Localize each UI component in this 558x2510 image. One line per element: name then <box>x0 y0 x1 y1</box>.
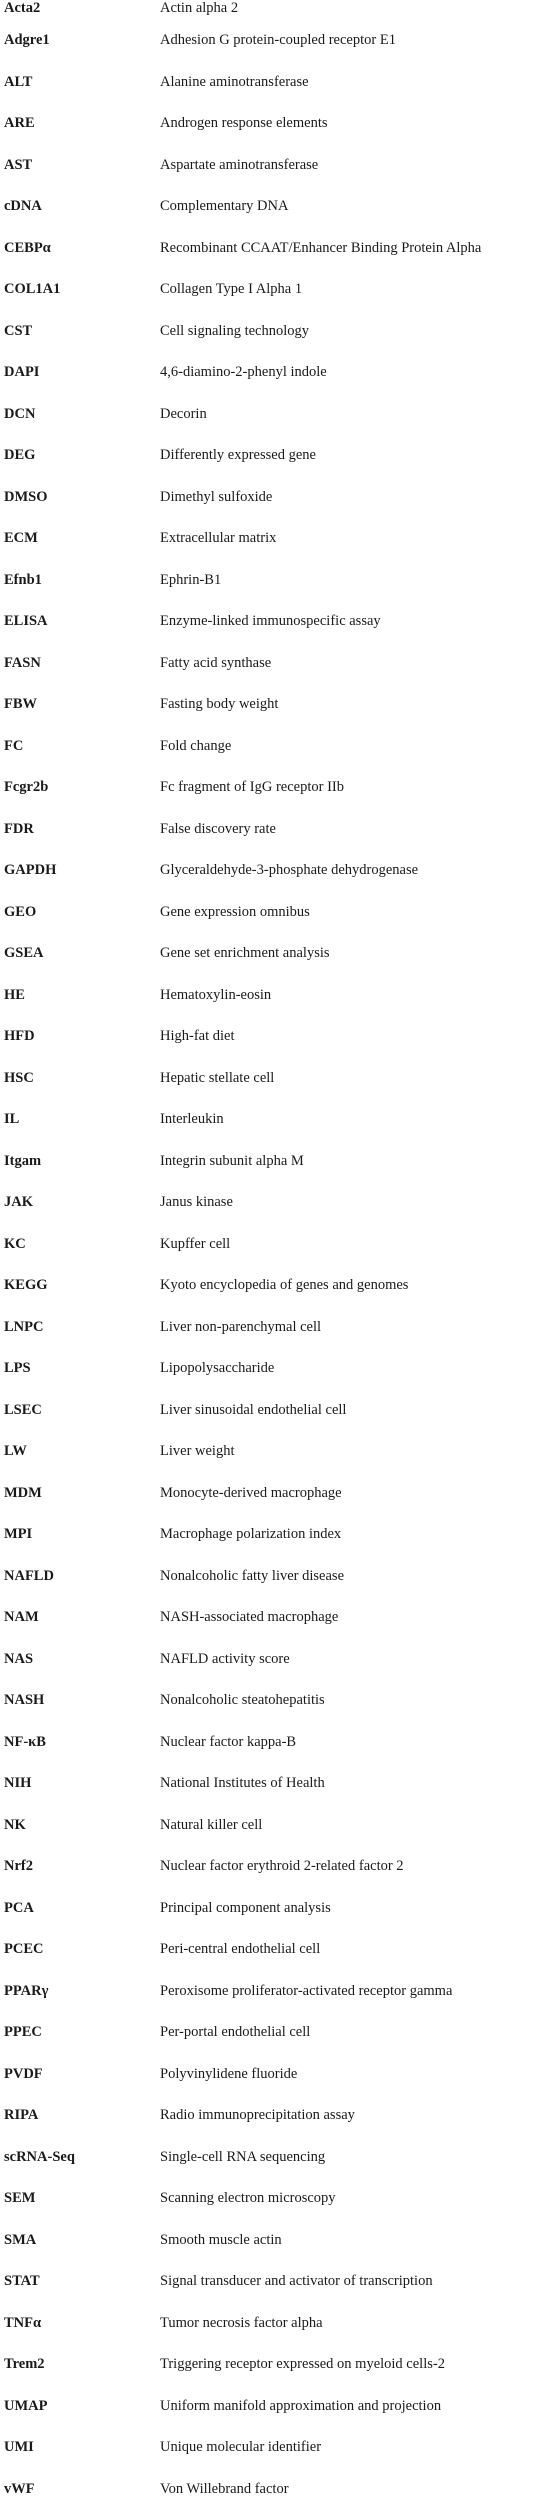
abbreviation-definition: Androgen response elements <box>160 115 558 132</box>
abbreviation-row <box>0 2261 558 2303</box>
abbreviation-row <box>0 1805 558 1847</box>
abbreviation-term: PCA <box>0 1900 160 1917</box>
abbreviation-definition: Tumor necrosis factor alpha <box>160 2315 558 2332</box>
abbreviation-row <box>0 103 558 145</box>
abbreviation-definition: Peroxisome proliferator-activated receptor gamma <box>160 1983 558 2000</box>
abbreviation-row <box>0 1888 558 1930</box>
abbreviation-definition: Uniform manifold approximation and projection <box>160 2398 558 2415</box>
abbreviation-row <box>0 269 558 311</box>
abbreviation-definition: Nuclear factor kappa-B <box>160 1734 558 1751</box>
abbreviation-row <box>0 311 558 353</box>
abbreviation-term: LW <box>0 1443 160 1460</box>
abbreviation-term: MPI <box>0 1526 160 1543</box>
abbreviation-term: KC <box>0 1236 160 1253</box>
abbreviation-definition: Ephrin-B1 <box>160 572 558 589</box>
abbreviation-row <box>0 518 558 560</box>
abbreviation-row <box>0 62 558 104</box>
abbreviation-row <box>0 1390 558 1432</box>
abbreviation-definition: Alanine aminotransferase <box>160 74 558 91</box>
abbreviation-term: NAS <box>0 1651 160 1668</box>
abbreviation-definition: Janus kinase <box>160 1194 558 1211</box>
abbreviation-row <box>0 809 558 851</box>
abbreviation-row <box>0 684 558 726</box>
abbreviation-term: NASH <box>0 1692 160 1709</box>
abbreviation-definition: Interleukin <box>160 1111 558 1128</box>
abbreviation-row <box>0 1971 558 2013</box>
abbreviation-term: FBW <box>0 696 160 713</box>
abbreviation-row <box>0 1846 558 1888</box>
abbreviation-definition: Peri-central endothelial cell <box>160 1941 558 1958</box>
abbreviation-term: CST <box>0 323 160 340</box>
abbreviation-definition: Adhesion G protein-coupled receptor E1 <box>160 32 558 49</box>
abbreviation-term: STAT <box>0 2273 160 2290</box>
abbreviation-term: FDR <box>0 821 160 838</box>
abbreviation-definition: Nonalcoholic fatty liver disease <box>160 1568 558 1585</box>
abbreviation-row <box>0 1597 558 1639</box>
abbreviation-row <box>0 1182 558 1224</box>
abbreviation-term: PVDF <box>0 2066 160 2083</box>
abbreviation-definition: National Institutes of Health <box>160 1775 558 1792</box>
abbreviation-row <box>0 1224 558 1266</box>
abbreviation-definition: Kyoto encyclopedia of genes and genomes <box>160 1277 558 1294</box>
abbreviation-definition: Principal component analysis <box>160 1900 558 1917</box>
abbreviation-definition: NAFLD activity score <box>160 1651 558 1668</box>
abbreviation-definition: Integrin subunit alpha M <box>160 1153 558 1170</box>
abbreviation-term: PPARγ <box>0 1983 160 2000</box>
abbreviation-term: PCEC <box>0 1941 160 1958</box>
abbreviation-row <box>0 1514 558 1556</box>
abbreviation-definition: Liver weight <box>160 1443 558 1460</box>
abbreviation-row <box>0 1265 558 1307</box>
abbreviation-row <box>0 2303 558 2345</box>
abbreviation-term: GEO <box>0 904 160 921</box>
abbreviation-term: UMAP <box>0 2398 160 2415</box>
abbreviation-row <box>0 435 558 477</box>
abbreviation-term: NAM <box>0 1609 160 1626</box>
abbreviation-term: PPEC <box>0 2024 160 2041</box>
abbreviation-row <box>0 601 558 643</box>
abbreviation-row <box>0 2095 558 2137</box>
abbreviation-term: SEM <box>0 2190 160 2207</box>
abbreviation-term: Acta2 <box>0 0 160 17</box>
abbreviation-definition: Fasting body weight <box>160 696 558 713</box>
abbreviation-definition: High-fat diet <box>160 1028 558 1045</box>
abbreviation-term: Itgam <box>0 1153 160 1170</box>
abbreviation-term: vWF <box>0 2481 160 2498</box>
abbreviation-definition: False discovery rate <box>160 821 558 838</box>
abbreviation-definition: Glyceraldehyde-3-phosphate dehydrogenase <box>160 862 558 879</box>
abbreviation-definition: Natural killer cell <box>160 1817 558 1834</box>
abbreviation-term: ECM <box>0 530 160 547</box>
abbreviation-row <box>0 767 558 809</box>
abbreviation-definition: Single-cell RNA sequencing <box>160 2149 558 2166</box>
abbreviation-term: IL <box>0 1111 160 1128</box>
abbreviation-definition: Unique molecular identifier <box>160 2439 558 2456</box>
abbreviation-term: LSEC <box>0 1402 160 1419</box>
abbreviation-definition: Collagen Type I Alpha 1 <box>160 281 558 298</box>
abbreviation-row <box>0 228 558 270</box>
abbreviation-row <box>0 0 558 20</box>
abbreviation-row <box>0 726 558 768</box>
abbreviation-term: Fcgr2b <box>0 779 160 796</box>
abbreviation-term: GSEA <box>0 945 160 962</box>
abbreviation-term: DMSO <box>0 489 160 506</box>
abbreviation-row <box>0 1929 558 1971</box>
abbreviation-row <box>0 145 558 187</box>
abbreviation-definition: Complementary DNA <box>160 198 558 215</box>
abbreviation-term: scRNA-Seq <box>0 2149 160 2166</box>
abbreviation-row <box>0 352 558 394</box>
abbreviation-term: LNPC <box>0 1319 160 1336</box>
abbreviation-definition: Scanning electron microscopy <box>160 2190 558 2207</box>
abbreviation-row <box>0 2386 558 2428</box>
abbreviation-row <box>0 2427 558 2469</box>
abbreviation-row <box>0 1763 558 1805</box>
abbreviation-term: LPS <box>0 1360 160 1377</box>
abbreviation-term: SMA <box>0 2232 160 2249</box>
abbreviation-definition: Polyvinylidene fluoride <box>160 2066 558 2083</box>
abbreviation-definition: Aspartate aminotransferase <box>160 157 558 174</box>
abbreviation-term: Efnb1 <box>0 572 160 589</box>
abbreviation-definition: Hepatic stellate cell <box>160 1070 558 1087</box>
abbreviation-row <box>0 933 558 975</box>
abbreviation-definition: Dimethyl sulfoxide <box>160 489 558 506</box>
abbreviation-definition: Per-portal endothelial cell <box>160 2024 558 2041</box>
abbreviation-definition: Macrophage polarization index <box>160 1526 558 1543</box>
abbreviation-term: GAPDH <box>0 862 160 879</box>
abbreviation-term: NIH <box>0 1775 160 1792</box>
abbreviation-term: HE <box>0 987 160 1004</box>
abbreviation-row <box>0 1016 558 1058</box>
abbreviation-term: JAK <box>0 1194 160 1211</box>
abbreviation-term: cDNA <box>0 198 160 215</box>
abbreviation-row <box>0 560 558 602</box>
abbreviation-definition: Enzyme-linked immunospecific assay <box>160 613 558 630</box>
abbreviation-definition: Monocyte-derived macrophage <box>160 1485 558 1502</box>
abbreviation-row <box>0 477 558 519</box>
abbreviation-term: NK <box>0 1817 160 1834</box>
abbreviation-term: DAPI <box>0 364 160 381</box>
abbreviation-definition: Cell signaling technology <box>160 323 558 340</box>
abbreviation-definition: Actin alpha 2 <box>160 0 558 17</box>
abbreviation-term: KEGG <box>0 1277 160 1294</box>
abbreviation-row <box>0 2220 558 2262</box>
abbreviation-term: ARE <box>0 115 160 132</box>
abbreviation-row <box>0 1058 558 1100</box>
abbreviation-definition: Extracellular matrix <box>160 530 558 547</box>
abbreviation-term: MDM <box>0 1485 160 1502</box>
abbreviation-term: NAFLD <box>0 1568 160 1585</box>
abbreviation-term: HFD <box>0 1028 160 1045</box>
abbreviation-term: RIPA <box>0 2107 160 2124</box>
abbreviation-row <box>0 975 558 1017</box>
abbreviation-term: DCN <box>0 406 160 423</box>
abbreviation-term: Trem2 <box>0 2356 160 2373</box>
abbreviation-term: Adgre1 <box>0 32 160 49</box>
abbreviation-row <box>0 2344 558 2386</box>
abbreviation-definition: Fc fragment of IgG receptor IIb <box>160 779 558 796</box>
abbreviation-term: FASN <box>0 655 160 672</box>
abbreviation-definition: Liver sinusoidal endothelial cell <box>160 1402 558 1419</box>
abbreviation-row <box>0 1680 558 1722</box>
abbreviation-row <box>0 2137 558 2179</box>
abbreviation-row <box>0 643 558 685</box>
abbreviation-row <box>0 1099 558 1141</box>
abbreviation-row <box>0 1348 558 1390</box>
abbreviation-definition: Gene expression omnibus <box>160 904 558 921</box>
abbreviation-definition: Fold change <box>160 738 558 755</box>
abbreviation-definition: Differently expressed gene <box>160 447 558 464</box>
abbreviation-definition: Recombinant CCAAT/Enhancer Binding Protein Alpha <box>160 240 558 257</box>
abbreviation-row <box>0 2469 558 2510</box>
abbreviation-row <box>0 1473 558 1515</box>
abbreviation-definition: NASH-associated macrophage <box>160 1609 558 1626</box>
abbreviation-term: ALT <box>0 74 160 91</box>
abbreviation-row <box>0 1141 558 1183</box>
abbreviation-term: FC <box>0 738 160 755</box>
abbreviation-row <box>0 20 558 62</box>
abbreviation-definition: Liver non-parenchymal cell <box>160 1319 558 1336</box>
abbreviation-row <box>0 1722 558 1764</box>
abbreviation-term: CEBPα <box>0 240 160 257</box>
abbreviation-row <box>0 2178 558 2220</box>
abbreviation-row <box>0 394 558 436</box>
abbreviation-term: UMI <box>0 2439 160 2456</box>
abbreviation-row <box>0 1556 558 1598</box>
abbreviation-definition: Nuclear factor erythroid 2-related factor 2 <box>160 1858 558 1875</box>
abbreviation-definition: Decorin <box>160 406 558 423</box>
abbreviation-definition: Lipopolysaccharide <box>160 1360 558 1377</box>
abbreviation-definition: Fatty acid synthase <box>160 655 558 672</box>
abbreviation-term: Nrf2 <box>0 1858 160 1875</box>
abbreviation-definition: Hematoxylin-eosin <box>160 987 558 1004</box>
abbreviation-definition: 4,6-diamino-2-phenyl indole <box>160 364 558 381</box>
abbreviation-term: ELISA <box>0 613 160 630</box>
abbreviation-definition: Nonalcoholic steatohepatitis <box>160 1692 558 1709</box>
abbreviation-row <box>0 1431 558 1473</box>
abbreviation-row <box>0 892 558 934</box>
abbreviation-definition: Gene set enrichment analysis <box>160 945 558 962</box>
abbreviation-definition: Kupffer cell <box>160 1236 558 1253</box>
abbreviation-term: AST <box>0 157 160 174</box>
abbreviation-term: COL1A1 <box>0 281 160 298</box>
abbreviation-term: NF-κB <box>0 1734 160 1751</box>
abbreviation-row <box>0 2012 558 2054</box>
abbreviation-definition: Triggering receptor expressed on myeloid cells-2 <box>160 2356 558 2373</box>
abbreviation-row <box>0 850 558 892</box>
abbreviation-definition: Von Willebrand factor <box>160 2481 558 2498</box>
abbreviation-definition: Smooth muscle actin <box>160 2232 558 2249</box>
abbreviation-row <box>0 2054 558 2096</box>
abbreviation-term: TNFα <box>0 2315 160 2332</box>
abbreviation-row <box>0 186 558 228</box>
abbreviation-term: DEG <box>0 447 160 464</box>
abbreviation-row <box>0 1307 558 1349</box>
abbreviation-definition: Radio immunoprecipitation assay <box>160 2107 558 2124</box>
abbreviation-row <box>0 1639 558 1681</box>
abbreviation-definition: Signal transducer and activator of transcription <box>160 2273 558 2290</box>
abbreviation-term: HSC <box>0 1070 160 1087</box>
